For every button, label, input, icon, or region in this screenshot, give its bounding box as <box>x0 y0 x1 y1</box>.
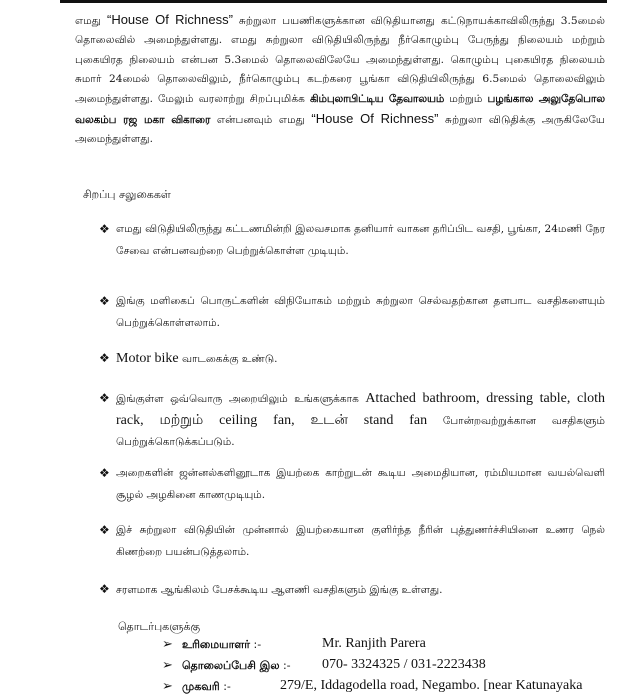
contact-colon: :- <box>279 659 291 672</box>
feature-text-part: இச் சுற்றுலா விடுதியின் முன்னால் இயற்கையான குளிர்ந்த நீரின் புத்துணர்ச்சியினை உணர நெல் கிணற்றை பயன்படுத்தலாம். <box>116 524 605 558</box>
feature-text <box>99 219 605 262</box>
feature-item-7 <box>99 579 605 601</box>
feature-item-3 <box>99 348 605 370</box>
feature-text-part: அறைகளின் ஜன்னல்களினூடாக இயற்கை காற்றுடன் கூடிய அமைதியான, ரம்மியமான வயல்வெளி சூழல் அழகினை காணமுடியும். <box>116 467 605 501</box>
feature-text <box>99 388 605 453</box>
owner-name: Mr. Ranjith Parera <box>322 636 426 651</box>
contact-colon: :- <box>250 638 262 651</box>
contact-label <box>182 659 291 674</box>
diamond-bullet-icon: ❖ <box>99 582 110 596</box>
temple-name: பழங்கால அலுதேபொல வலகம்ப ரஜ மகா விகாரை <box>75 92 605 127</box>
feature-latin-part: Motor bike <box>116 351 179 366</box>
feature-text-part: வாடகைக்கு உண்டு. <box>178 353 278 365</box>
phone-numbers: 070- 3324325 / 031-2223438 <box>322 657 486 672</box>
top-border-line <box>60 0 607 3</box>
diamond-bullet-icon: ❖ <box>99 222 110 236</box>
church-name: கிம்புலாபிட்டிய தேவாலயம் <box>309 92 445 105</box>
contact-phone <box>162 658 622 678</box>
intro-paragraph <box>75 10 605 150</box>
diamond-bullet-icon: ❖ <box>99 351 110 365</box>
feature-text-part: எமது விடுதியிலிருந்து கட்டணமின்றி இலவசமாக தனியார் வாகன தரிப்பிட வசதி, பூங்கா, 24மணி நேர சேவை என்பனவற்றை பெற்றுக்கொள்ள முடியும். <box>116 223 605 257</box>
feature-text <box>99 348 605 370</box>
feature-text <box>99 520 605 563</box>
special-offers-heading: சிறப்பு சலுகைகள் <box>83 188 171 201</box>
feature-text-part: இங்கு மளிகைப் பொருட்களின் விநியோகம் மற்றும் சுற்றுலா செல்வதற்கான தளபாட வசதிகளையும் பெற்றுக்கொள்ளலாம். <box>116 295 605 329</box>
contact-owner <box>162 637 622 657</box>
feature-text <box>99 579 605 601</box>
intro-text-3: மற்றும் <box>444 92 488 105</box>
diamond-bullet-icon: ❖ <box>99 294 110 308</box>
diamond-bullet-icon: ❖ <box>99 391 110 405</box>
contact-label <box>182 638 261 653</box>
contact-label-text: தொலைப்பேசி இல <box>182 659 280 672</box>
intro-text-1: எமது <box>75 15 107 27</box>
feature-item-6 <box>99 520 605 563</box>
feature-item-2 <box>99 291 605 334</box>
arrow-bullet-icon: ➢ <box>162 679 173 694</box>
contact-label <box>182 680 231 695</box>
feature-text <box>99 463 605 506</box>
arrow-bullet-icon: ➢ <box>162 637 173 652</box>
feature-item-1 <box>99 219 605 262</box>
contact-label-text: முகவரி <box>182 680 220 693</box>
contact-address <box>162 679 622 699</box>
address-text: 279/E, Iddagodella road, Negambo. [near Katunayaka <box>280 678 583 693</box>
feature-text-part: சரளமாக ஆங்கிலம் பேசக்கூடிய ஆளணி வசதிகளும் இங்கு உள்ளது. <box>116 584 443 596</box>
intro-text-5: சுற்றுலா விடுதிக்கு அருகிலேயே அமைந்துள்ளது. <box>75 114 605 146</box>
arrow-bullet-icon: ➢ <box>162 658 173 673</box>
diamond-bullet-icon: ❖ <box>99 466 110 480</box>
feature-text-part: இங்குள்ள ஒவ்வொரு அறையிலும் உங்களுக்காக <box>116 393 366 405</box>
feature-item-5 <box>99 463 605 506</box>
feature-latin-part: Attached bathroom, dressing table, cloth rack, மற்றும் ceiling fan, உடன் stand fan <box>116 391 605 428</box>
feature-text <box>99 291 605 334</box>
intro-text-2: சுற்றுலா பயணிகளுக்கான விடுதியானது கட்டுநாயக்காவிலிருந்து 3.5மைல் தொலைவில் அமைந்துள்ளது. எமது சுற்றுலா விடுதியிலிருந்து நீர்கொழும்பு பேருந்து நிலையம் மற்றும் புகையிரத நிலையம் என்பன 5.3மைல் தொலைவிலேயே அமைந்துள்ளது. கொழும்பு புகையிரத நிலையம் சுமார் 24மைல் தொலைவிலும், நீர்கொழும்பு கடற்கரை பூங்கா விடுதியிலிருந்து 6.5மைல் தொலைவிலும் அமைந்துள்ளது. மேலும் வரலாற்று சிறப்புமிக்க <box>75 15 605 105</box>
feature-text-part: போன்றவற்றுக்கான வசதிகளும் பெற்றுக்கொடுக்கப்படும். <box>116 415 605 448</box>
hotel-name-quote-1: “House Of Richness” <box>106 12 233 27</box>
hotel-name-quote-2: “House Of Richness” <box>311 111 439 127</box>
intro-text-4: என்பனவும் எமது <box>210 114 312 127</box>
contact-colon: :- <box>219 680 231 693</box>
contacts-heading: தொடர்புகளுக்கு <box>118 620 201 633</box>
feature-item-4 <box>99 388 605 453</box>
diamond-bullet-icon: ❖ <box>99 523 110 537</box>
contact-label-text: உரிமையாளர் <box>182 638 251 651</box>
